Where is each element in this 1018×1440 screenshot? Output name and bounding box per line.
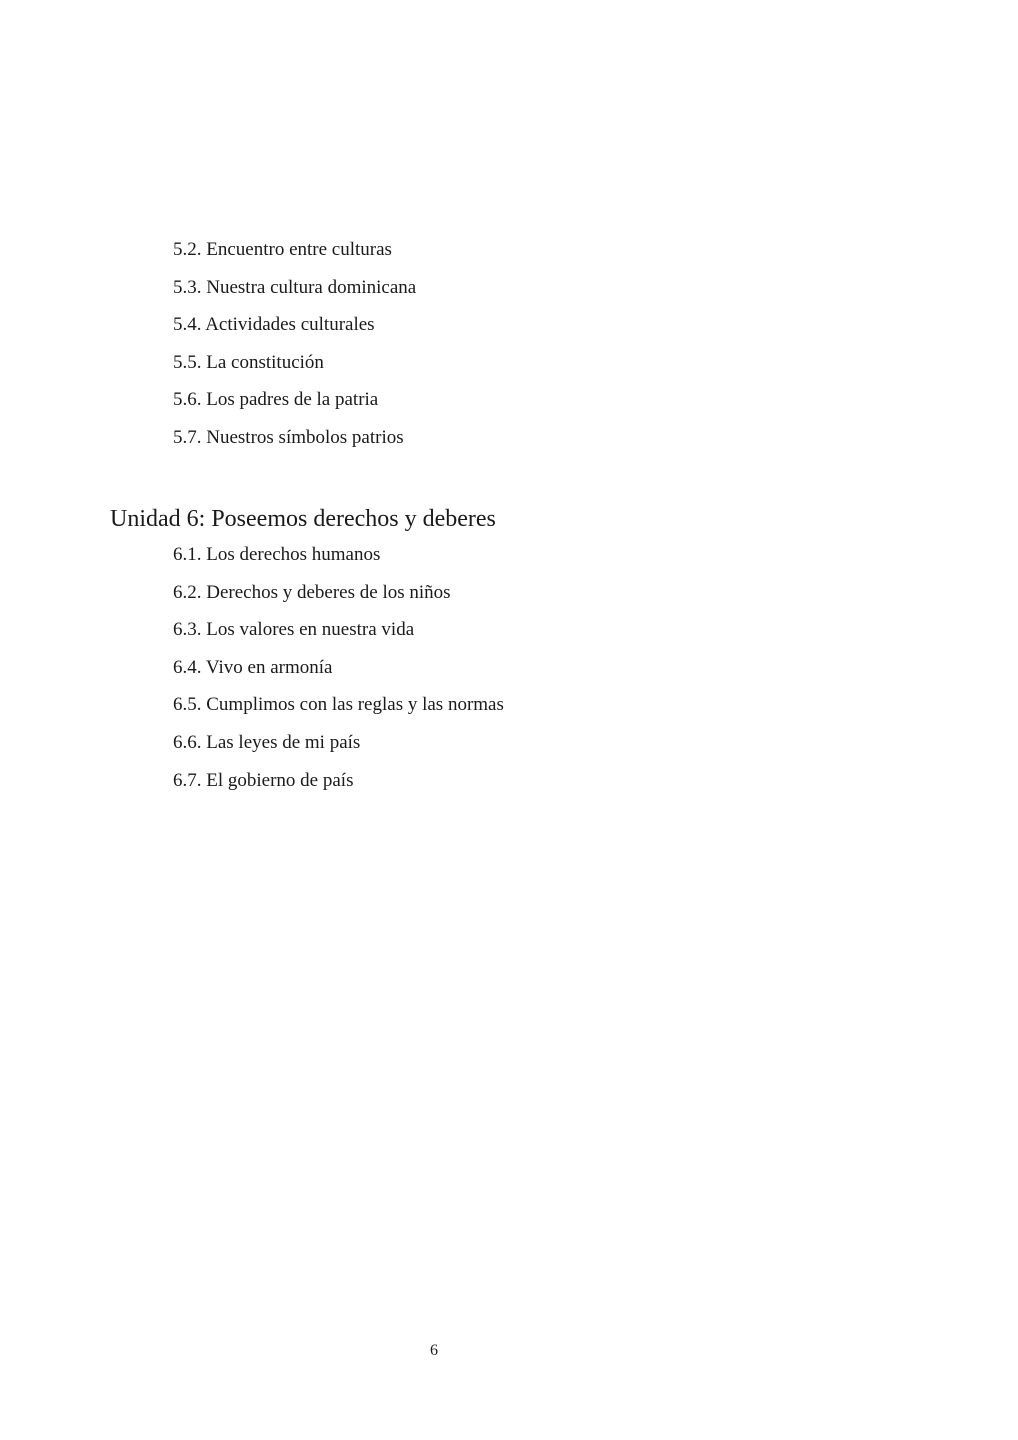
topic-5-2: 5.2. Encuentro entre culturas (173, 239, 392, 260)
topic-6-4: 6.4. Vivo en armonía (173, 656, 333, 678)
topic-6-2: 6.2. Derechos y deberes de los niños (173, 581, 451, 603)
topic-5-6: 5.6. Los padres de la patria (173, 389, 379, 411)
topic-5-4: 5.4. Actividades culturales (173, 314, 375, 336)
topic-5-5: 5.5. La constitución (173, 351, 324, 373)
topic-5-7: 5.7. Nuestros símbolos patrios (173, 426, 404, 448)
topic-6-7: 6.7. El gobierno de país (173, 769, 354, 791)
unit-6-heading: Unidad 6: Poseemos derechos y deberes (110, 506, 496, 532)
unit-6-topic-list (173, 536, 504, 799)
topic-6-3: 6.3. Los valores en nuestra vida (173, 619, 415, 641)
topic-5-3: 5.3. Nuestra cultura dominicana (173, 276, 417, 298)
topic-6-6: 6.6. Las leyes de mi país (173, 731, 361, 753)
topic-6-5: 6.5. Cumplimos con las reglas y las normas (173, 694, 504, 716)
unit-5-topic-list (173, 231, 416, 457)
topic-6-1: 6.1. Los derechos humanos (173, 544, 381, 565)
page-number: 6 (430, 1342, 438, 1359)
